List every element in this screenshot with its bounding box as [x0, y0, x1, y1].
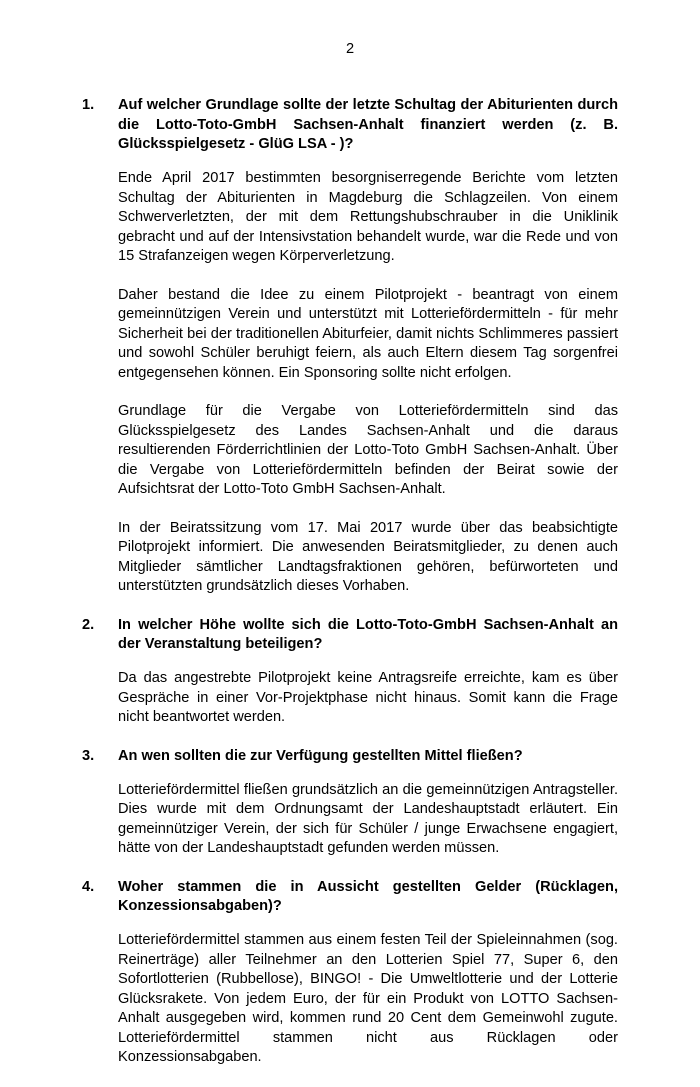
answer-paragraph: Lotteriefördermittel fließen grundsätzlich an die gemeinnützigen Antragsteller. Dies wurde mit dem Ordnungsamt der Landeshauptstadt erläutert. Ein gemeinnütziger Verein, der sich für Schüler / junge Erwachsene engagiert, hätte von der Landeshauptstadt gefunden werden müssen.	[118, 781, 618, 857]
section-4	[82, 878, 618, 1068]
question-2	[82, 616, 618, 655]
section-3	[82, 747, 618, 859]
page-number: 2	[345, 41, 355, 57]
question-1	[82, 96, 618, 155]
answer-paragraph: Grundlage für die Vergabe von Lotteriefördermitteln sind das Glücksspielgesetz des Landes Sachsen-Anhalt und die daraus resultierenden Förderrichtlinien der Lotto-Toto GmbH Sachsen-Anhalt. Über die Vergabe von Lotteriefördermitteln befinden der Beirat sowie der Aufsichtsrat der Lotto-Toto GmbH Sachsen-Anhalt.	[118, 403, 618, 498]
question-number: 4.	[82, 878, 95, 895]
question-number: 3.	[82, 747, 95, 764]
document-body	[82, 96, 618, 1087]
question-4	[82, 878, 618, 917]
answer-paragraph: Ende April 2017 bestimmten besorgniserregende Berichte vom letzten Schultag der Abiturienten in Magdeburg die Schlagzeilen. Von einem Schwerverletzten, der mit dem Rettungshubschrauber in die Uniklinik gebracht und auf der Intensivstation behandelt wurde, war die Rede und von 15 Strafanzeigen wegen Körperverletzung.	[118, 170, 618, 265]
answer-paragraph: In der Beiratssitzung vom 17. Mai 2017 wurde über das beabsichtigte Pilotprojekt informiert. Die anwesenden Beiratsmitglieder, zu denen auch Mitglieder sämtlicher Landtagsfraktionen gehören, befürworteten und unterstützten grundsätzlich dieses Vorhaben.	[118, 519, 618, 595]
question-text: In welcher Höhe wollte sich die Lotto-Toto-GmbH Sachsen-Anhalt an der Veranstaltung beteiligen?	[118, 616, 618, 653]
question-3	[82, 747, 618, 767]
question-text: Auf welcher Grundlage sollte der letzte Schultag der Abiturienten durch die Lotto-Toto-GmbH Sachsen-Anhalt finanziert werden (z. B. Glücksspielgesetz - GlüG LSA - )?	[118, 97, 618, 152]
answer-paragraph: Da das angestrebte Pilotprojekt keine Antragsreife erreichte, kam es über Gespräche in einer Vor-Projektphase nicht hinaus. Somit kann die Frage nicht beantwortet werden.	[118, 670, 618, 726]
answer-paragraph: Daher bestand die Idee zu einem Pilotprojekt - beantragt von einem gemeinnützigen Verein und unterstützt mit Lotteriefördermitteln - für mehr Sicherheit bei der traditionellen Abiturfeier, damit nichts Schlimmeres passiert und sowohl Schüler beruhigt feiern, als auch Eltern diesem Tag sorgenfrei entgegensehen können. Ein Sponsoring sollte nicht erfolgen.	[118, 286, 618, 381]
question-number: 1.	[82, 97, 95, 113]
section-2	[82, 616, 618, 728]
answer-paragraph: Lotteriefördermittel stammen aus einem festen Teil der Spieleinnahmen (sog. Reinerträge) aller Teilnehmer an den Lotterien Spiel 77, Super 6, den Sofortlotterien (Rubbellose), BINGO! - Die Umweltlotterie und der Lotterie Glücksrakete. Von jedem Euro, der für ein Produkt von LOTTO Sachsen-Anhalt ausgegeben wird, kommen rund 20 Cent dem Gemeinwohl zugute. Lotteriefördermittel stammen nicht aus Rücklagen oder Konzessionsabgaben.	[118, 932, 618, 1066]
section-1	[82, 96, 618, 597]
question-number: 2.	[82, 616, 95, 633]
question-text: An wen sollten die zur Verfügung gestellten Mittel fließen?	[118, 747, 523, 764]
question-text: Woher stammen die in Aussicht gestellten Gelder (Rücklagen, Konzessionsabgaben)?	[118, 878, 618, 915]
